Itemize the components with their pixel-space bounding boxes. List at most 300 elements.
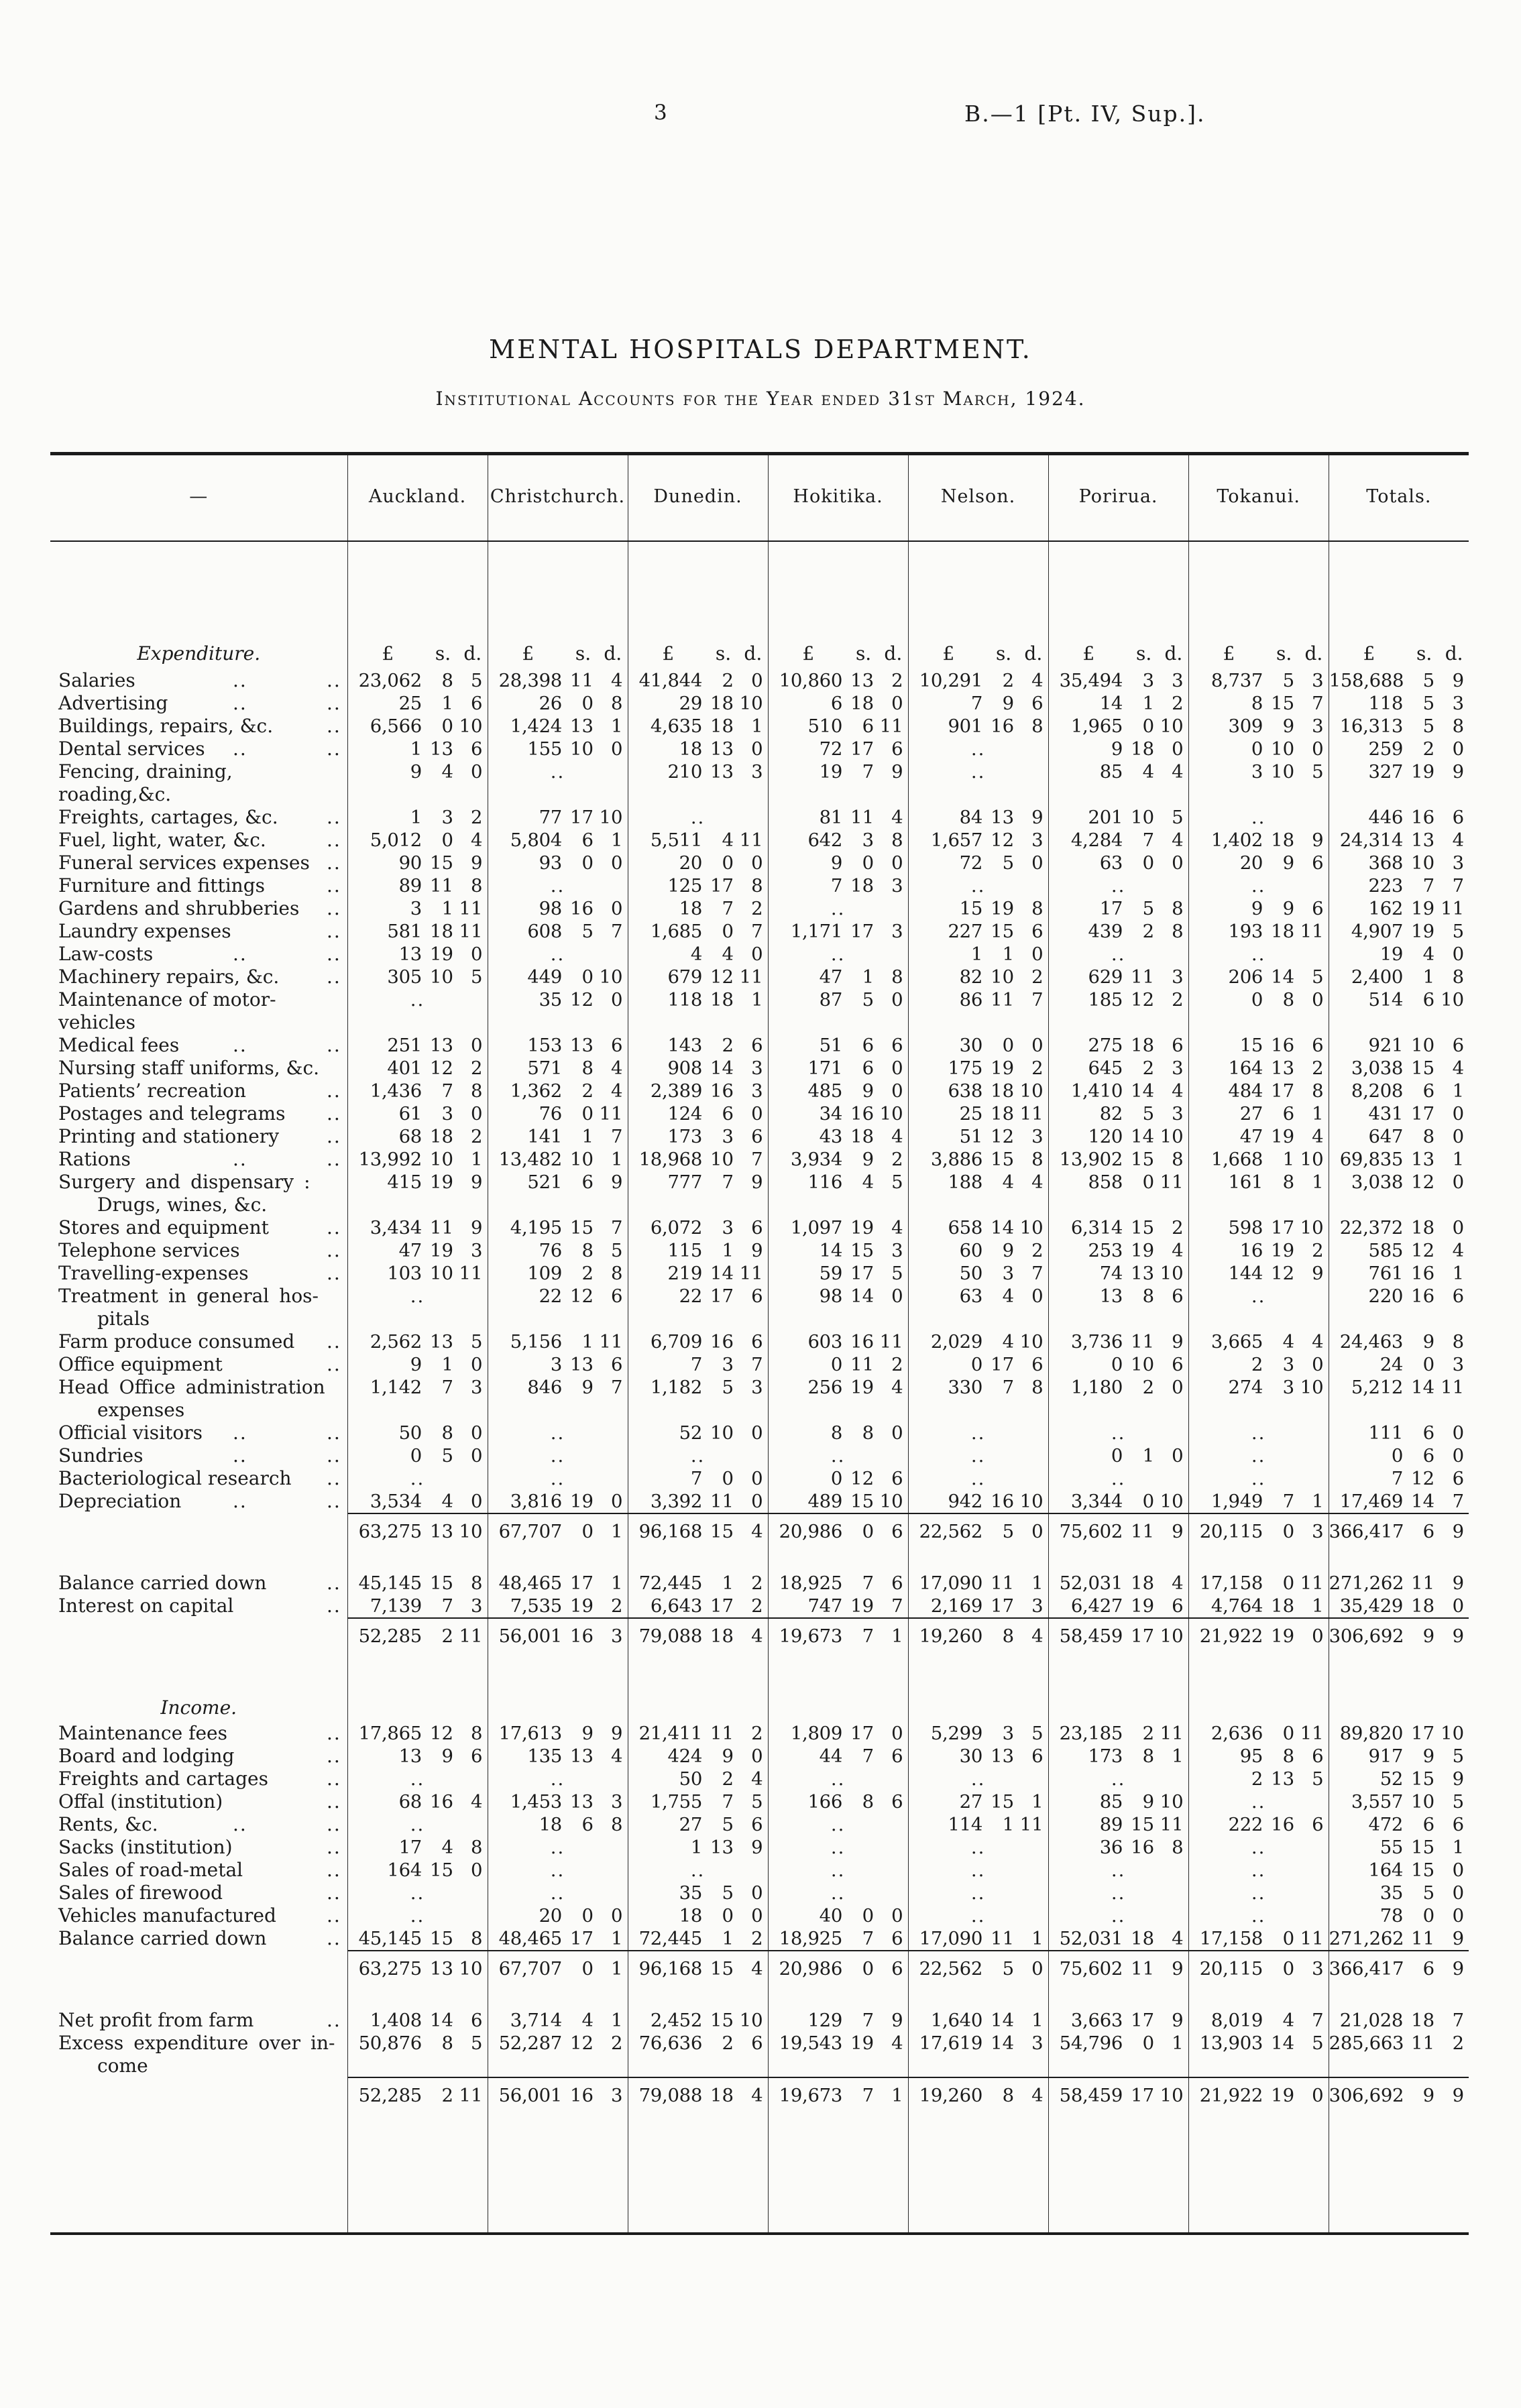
amount-cell: 1 xyxy=(1002,943,1015,965)
amount-cell: 4,907 xyxy=(1329,920,1409,943)
dot-leader: .. xyxy=(327,1216,341,1239)
amount-cell: 3,665 xyxy=(1188,1330,1269,1353)
amount-cell: 11 xyxy=(1441,898,1465,919)
amount-cell: 9 xyxy=(751,1171,763,1193)
amount-cell: 9 xyxy=(1439,1513,1469,1556)
amount-cell: 4 xyxy=(1031,670,1044,691)
total-row xyxy=(50,1618,1469,1660)
row-label xyxy=(50,1467,347,1490)
amount-cell: 0 xyxy=(1142,1171,1155,1193)
amount-cell: 0 xyxy=(1031,1035,1044,1056)
empty-cell: .. xyxy=(1188,1859,1329,1882)
table-row xyxy=(50,897,1469,920)
amount-cell: 10 xyxy=(1441,989,1465,1011)
amount-cell: 18 xyxy=(1271,1595,1295,1617)
dot-leader: .. xyxy=(327,943,341,965)
amount-cell: 7 xyxy=(848,1618,879,1660)
amount-cell: 9 xyxy=(1282,715,1295,737)
amount-cell: 0 xyxy=(768,1467,848,1490)
amount-cell: 50 xyxy=(908,1262,989,1285)
amount-cell: 9 xyxy=(471,1171,483,1193)
empty-cell: .. xyxy=(488,943,628,966)
amount-cell: 4 xyxy=(1452,829,1465,851)
amount-cell: 4 xyxy=(1019,1618,1048,1660)
dot-leader: .. xyxy=(327,1882,341,1904)
amount-cell: 0 xyxy=(1452,1103,1465,1125)
amount-cell: 6,427 xyxy=(1048,1595,1129,1618)
blank-cell xyxy=(488,1660,628,1676)
amount-cell: 0 xyxy=(611,898,623,919)
amount-cell: 0 xyxy=(768,1353,848,1376)
row-label xyxy=(50,1745,347,1768)
amount-cell: 10 xyxy=(1019,1491,1044,1512)
row-label-text: Farm produce consumed .. xyxy=(58,1330,341,1353)
amount-cell: 1 xyxy=(611,829,623,851)
currency-header: £ xyxy=(488,541,568,669)
amount-cell: 0 xyxy=(848,1513,879,1556)
amount-cell: 0 xyxy=(751,1745,763,1767)
amount-cell: 1 xyxy=(347,738,428,760)
blank-cell xyxy=(1329,2120,1469,2234)
dot-leader: .. xyxy=(327,1353,341,1375)
amount-cell: 5 xyxy=(471,966,483,988)
amount-cell: 0 xyxy=(891,1422,903,1444)
amount-cell: 4 xyxy=(441,761,453,783)
amount-cell: 4,195 xyxy=(488,1216,568,1239)
amount-cell: 6 xyxy=(1031,1745,1044,1767)
amount-cell: 13 xyxy=(570,1035,594,1056)
table-row xyxy=(50,1034,1469,1057)
amount-cell: 23,062 xyxy=(347,669,428,692)
table-row xyxy=(50,738,1469,760)
amount-cell: 16 xyxy=(850,1103,875,1125)
amount-cell: 1,453 xyxy=(488,1790,568,1813)
row-label xyxy=(50,1422,347,1444)
amount-cell: 11 xyxy=(879,1331,903,1353)
empty-cell: .. xyxy=(908,760,1048,806)
amount-cell: 603 xyxy=(768,1330,848,1353)
amount-cell: 6 xyxy=(1312,852,1324,874)
amount-cell: 16 xyxy=(710,1331,734,1353)
amount-cell: 0 xyxy=(611,738,623,760)
amount-cell: 1 xyxy=(1312,1171,1324,1193)
amount-cell: 18,925 xyxy=(768,1572,848,1595)
amount-cell: 431 xyxy=(1329,1102,1409,1125)
amount-cell: 85 xyxy=(1048,1790,1129,1813)
amount-cell: 8 xyxy=(471,1080,483,1102)
row-label xyxy=(50,806,347,829)
amount-cell: 81 xyxy=(768,806,848,829)
amount-cell: 0 xyxy=(891,693,903,714)
amount-cell: 0 xyxy=(891,1057,903,1079)
empty-cell: .. xyxy=(1188,1904,1329,1927)
blank-cell xyxy=(628,1556,768,1572)
amount-cell: 5 xyxy=(1422,693,1435,714)
amount-cell: 18 xyxy=(1411,1595,1435,1617)
empty-cell: .. xyxy=(908,738,1048,760)
amount-cell: 0 xyxy=(471,1445,483,1467)
amount-cell: 7 xyxy=(862,2010,875,2031)
amount-cell: 9 xyxy=(1159,1951,1188,1993)
amount-cell: 6 xyxy=(751,1035,763,1056)
amount-cell: 15 xyxy=(570,1217,594,1239)
amount-cell: 8 xyxy=(891,829,903,851)
blank-cell xyxy=(488,1676,628,1722)
amount-cell: 14 xyxy=(710,1263,734,1284)
amount-cell: 5 xyxy=(862,989,875,1011)
amount-cell: 3 xyxy=(1142,670,1155,691)
currency-header: £ xyxy=(1188,541,1269,669)
amount-cell: 35,429 xyxy=(1329,1595,1409,1618)
amount-cell: 34 xyxy=(768,1102,848,1125)
amount-cell: 223 xyxy=(1329,874,1409,897)
empty-cell: .. xyxy=(1188,943,1329,966)
amount-cell: 4 xyxy=(1002,1171,1015,1193)
currency-header: s. xyxy=(435,642,451,665)
amount-cell: 11 xyxy=(739,966,763,988)
amount-cell: 7 xyxy=(1002,1377,1015,1398)
corner-dash: — xyxy=(50,454,347,542)
amount-cell: 2 xyxy=(722,1035,734,1056)
empty-cell: .. xyxy=(1188,1285,1329,1330)
amount-cell: 19 xyxy=(1131,1240,1155,1261)
amount-cell: 72,445 xyxy=(628,1927,708,1951)
amount-cell: 0 xyxy=(1299,1618,1329,1660)
amount-cell: 3,663 xyxy=(1048,2009,1129,2032)
amount-cell: 11 xyxy=(458,1618,488,1660)
empty-cell: .. xyxy=(768,1859,908,1882)
amount-cell: 6 xyxy=(862,1057,875,1079)
row-label-text: Funeral services expenses .. xyxy=(58,852,341,874)
amount-cell: 10 xyxy=(1411,1791,1435,1813)
row-label xyxy=(50,1882,347,1904)
amount-cell: 11 xyxy=(1131,1331,1155,1353)
amount-cell: 4 xyxy=(1172,829,1184,851)
row-label-text: Treatment in general hos- xyxy=(58,1285,319,1307)
amount-cell: 9 xyxy=(1439,2077,1469,2120)
amount-cell: 12 xyxy=(1411,1240,1435,1261)
amount-cell: 16 xyxy=(850,1331,875,1353)
dot-leader: .. xyxy=(327,806,341,828)
amount-cell: 10 xyxy=(430,966,453,988)
amount-cell: 0 xyxy=(1142,715,1155,737)
amount-cell: 2 xyxy=(581,1080,594,1102)
amount-cell: 19 xyxy=(768,760,848,806)
amount-cell: 6 xyxy=(581,1171,594,1193)
amount-cell: 9 xyxy=(1439,1951,1469,1993)
amount-cell: 908 xyxy=(628,1057,708,1080)
table-row xyxy=(50,1080,1469,1102)
amount-cell: 9 xyxy=(347,1353,428,1376)
dot-leader: .. xyxy=(327,1595,341,1617)
amount-cell: 1 xyxy=(1452,1080,1465,1102)
amount-cell: 17 xyxy=(1131,2010,1155,2031)
amount-cell: 11 xyxy=(1160,1723,1184,1744)
amount-cell: 78 xyxy=(1329,1904,1409,1927)
amount-cell: 4 xyxy=(441,1491,453,1512)
amount-cell: 8 xyxy=(862,1422,875,1444)
amount-cell: 1,097 xyxy=(768,1216,848,1239)
table-row xyxy=(50,1057,1469,1080)
amount-cell: 7 xyxy=(1329,1467,1409,1490)
row-label xyxy=(50,1790,347,1813)
dot-leader: .. xyxy=(233,692,247,714)
dot-leader: .. xyxy=(327,738,341,760)
amount-cell: 401 xyxy=(347,1057,428,1080)
row-label xyxy=(50,1080,347,1102)
amount-cell: 20 xyxy=(1188,852,1269,874)
blank-cell xyxy=(908,1556,1048,1572)
amount-cell: 19 xyxy=(850,1377,875,1398)
row-label-text: Surgery and dispensary : xyxy=(58,1171,311,1193)
amount-cell: 13 xyxy=(428,1513,458,1556)
total-row xyxy=(50,2077,1469,2120)
amount-cell: 6 xyxy=(1452,1814,1465,1835)
amount-cell: 5 xyxy=(471,2032,483,2054)
amount-cell: 188 xyxy=(908,1171,989,1216)
amount-cell: 19,260 xyxy=(908,1618,989,1660)
amount-cell: 15 xyxy=(430,1572,453,1594)
dot-leader: .. xyxy=(233,943,247,965)
empty-cell: .. xyxy=(1188,806,1329,829)
amount-cell: 13 xyxy=(430,738,453,760)
amount-cell: 7 xyxy=(891,1595,903,1617)
row-label-text: Fuel, light, water, &c. .. xyxy=(58,829,341,851)
amount-cell: 52 xyxy=(1329,1768,1409,1790)
amount-cell: 8 xyxy=(1452,966,1465,988)
amount-cell: 7 xyxy=(1312,693,1324,714)
dot-leader: .. xyxy=(327,1444,341,1467)
amount-cell: 2 xyxy=(722,1768,734,1790)
amount-cell: 18 xyxy=(628,1904,708,1927)
amount-cell: 14 xyxy=(850,1285,875,1307)
amount-cell: 5 xyxy=(1422,1882,1435,1904)
blank-cell xyxy=(488,1556,628,1572)
amount-cell: 4 xyxy=(1312,1331,1324,1353)
row-label-text: Bacteriological research .. xyxy=(58,1467,341,1489)
amount-cell: 2 xyxy=(1172,693,1184,714)
amount-cell: 18 xyxy=(710,693,734,714)
amount-cell: 1,182 xyxy=(628,1376,708,1422)
amount-cell: 206 xyxy=(1188,966,1269,988)
table-row xyxy=(50,760,1469,806)
amount-cell: 6 xyxy=(471,693,483,714)
amount-cell: 11 xyxy=(1160,1814,1184,1835)
currency-header: s. xyxy=(855,642,872,665)
amount-cell: 3 xyxy=(1031,2032,1044,2054)
amount-cell: 111 xyxy=(1329,1422,1409,1444)
amount-cell: 18 xyxy=(1131,1035,1155,1056)
amount-cell: 581 xyxy=(347,920,428,943)
amount-cell: 17 xyxy=(710,875,734,897)
empty-cell: .. xyxy=(628,806,768,829)
empty-cell: .. xyxy=(1188,1444,1329,1467)
amount-cell: 5 xyxy=(1142,898,1155,919)
amount-cell: 13,482 xyxy=(488,1148,568,1171)
amount-cell: 4 xyxy=(1172,1928,1184,1949)
amount-cell: 18 xyxy=(710,989,734,1011)
amount-cell: 305 xyxy=(347,966,428,988)
row-label xyxy=(50,1444,347,1467)
amount-cell: 424 xyxy=(628,1745,708,1768)
row-label xyxy=(50,1057,347,1080)
amount-cell: 1 xyxy=(471,1149,483,1170)
amount-cell: 1 xyxy=(1142,693,1155,714)
row-label xyxy=(50,669,347,692)
table-row xyxy=(50,920,1469,943)
amount-cell: 6 xyxy=(1452,807,1465,828)
col-header-christchurch: Christchurch. xyxy=(488,454,628,542)
amount-cell: 4 xyxy=(1172,1572,1184,1594)
amount-cell: 0 xyxy=(862,852,875,874)
amount-cell: 7 xyxy=(441,1595,453,1617)
dot-leader: .. xyxy=(327,1467,341,1489)
amount-cell: 19 xyxy=(1411,921,1435,942)
currency-header: s. xyxy=(995,642,1012,665)
amount-cell: 28,398 xyxy=(488,669,568,692)
amount-cell: 3 xyxy=(1172,966,1184,988)
amount-cell: 3,434 xyxy=(347,1216,428,1239)
currency-header: d. xyxy=(1445,642,1463,665)
amount-cell: 10 xyxy=(1131,807,1155,828)
amount-cell: 15 xyxy=(908,897,989,920)
amount-cell: 210 xyxy=(628,760,708,806)
amount-cell: 9 xyxy=(1452,1572,1465,1594)
empty-cell: .. xyxy=(488,1859,628,1882)
amount-cell: 5 xyxy=(989,1513,1019,1556)
amount-cell: 22,562 xyxy=(908,1513,989,1556)
amount-cell: 1,657 xyxy=(908,829,989,852)
amount-cell: 0 xyxy=(1002,1035,1015,1056)
amount-cell: 47 xyxy=(347,1239,428,1262)
dot-leader: .. xyxy=(327,1148,341,1170)
amount-cell: 2 xyxy=(611,2032,623,2054)
amount-cell: 15 xyxy=(1188,1034,1269,1057)
amount-cell: 84 xyxy=(908,806,989,829)
amount-cell: 56,001 xyxy=(488,1618,568,1660)
empty-cell: .. xyxy=(1188,1882,1329,1904)
amount-cell: 0 xyxy=(1172,1445,1184,1467)
amount-cell: 13 xyxy=(570,1354,594,1375)
amount-cell: 18 xyxy=(1131,1928,1155,1949)
amount-cell: 271,262 xyxy=(1329,1927,1409,1951)
amount-cell: 3 xyxy=(488,1353,568,1376)
amount-cell: 2 xyxy=(891,1354,903,1375)
amount-cell: 35,494 xyxy=(1048,669,1129,692)
currency-header: d. xyxy=(744,642,763,665)
amount-cell: 4 xyxy=(1422,943,1435,965)
amount-cell: 27 xyxy=(1188,1102,1269,1125)
amount-cell: 3 xyxy=(751,1057,763,1079)
amount-cell: 0 xyxy=(1452,1126,1465,1147)
amount-cell: 116 xyxy=(768,1171,848,1216)
currency-header: d. xyxy=(463,642,482,665)
empty-cell: .. xyxy=(768,943,908,966)
amount-cell: 18 xyxy=(430,921,453,942)
amount-cell: 1 xyxy=(347,806,428,829)
amount-cell: 0 xyxy=(722,921,734,942)
amount-cell: 3 xyxy=(1452,1354,1465,1375)
amount-cell: 173 xyxy=(1048,1745,1129,1768)
empty-cell: .. xyxy=(488,1836,628,1859)
amount-cell: 8 xyxy=(611,1814,623,1835)
amount-cell: 8 xyxy=(1312,1080,1324,1102)
amount-cell: 9 xyxy=(1452,761,1465,783)
row-label-text: Head Office administration xyxy=(58,1376,325,1398)
amount-cell: 0 xyxy=(471,1859,483,1881)
amount-cell: 27 xyxy=(628,1813,708,1836)
dot-leader: .. xyxy=(327,1102,341,1125)
amount-cell: 3 xyxy=(347,897,428,920)
amount-cell: 14 xyxy=(768,1239,848,1262)
amount-cell: 144 xyxy=(1188,1262,1269,1285)
amount-cell: 6,566 xyxy=(347,715,428,738)
dot-leader: .. xyxy=(327,1572,341,1594)
amount-cell: 17,090 xyxy=(908,1572,989,1595)
amount-cell: 18 xyxy=(710,715,734,737)
amount-cell: 75,602 xyxy=(1048,1513,1129,1556)
empty-cell: .. xyxy=(488,760,628,806)
table-row xyxy=(50,1768,1469,1790)
row-label xyxy=(50,2009,347,2032)
empty-cell: .. xyxy=(908,1768,1048,1790)
row-label xyxy=(50,760,347,806)
row-label-text: Laundry expenses .. xyxy=(58,920,341,942)
amount-cell: 8 xyxy=(862,1791,875,1813)
amount-cell: 3 xyxy=(598,1618,628,1660)
amount-cell: 6 xyxy=(1422,1814,1435,1835)
blank-cell xyxy=(768,2120,908,2234)
amount-cell: 8 xyxy=(471,1723,483,1744)
amount-cell: 11 xyxy=(430,1217,453,1239)
empty-cell: .. xyxy=(1048,1422,1188,1444)
amount-cell: 921 xyxy=(1329,1034,1409,1057)
amount-cell: 2,389 xyxy=(628,1080,708,1102)
table-row xyxy=(50,1444,1469,1467)
amount-cell: 1,362 xyxy=(488,1080,568,1102)
amount-cell: 1 xyxy=(908,943,989,966)
amount-cell: 9 xyxy=(581,1723,594,1744)
amount-cell: 1 xyxy=(1452,1263,1465,1284)
amount-cell: 21,922 xyxy=(1188,2077,1269,2120)
amount-cell: 0 xyxy=(347,1444,428,1467)
amount-cell: 17,619 xyxy=(908,2032,989,2077)
amount-cell: 12 xyxy=(430,1723,453,1744)
amount-cell: 89,820 xyxy=(1329,1722,1409,1745)
amount-cell: 9 xyxy=(1439,1618,1469,1660)
amount-cell: 13 xyxy=(428,1951,458,1993)
amount-cell: 1,408 xyxy=(347,2009,428,2032)
empty-cell: .. xyxy=(347,1285,488,1330)
amount-cell: 256 xyxy=(768,1376,848,1422)
amount-cell: 219 xyxy=(628,1262,708,1285)
table-row xyxy=(50,1836,1469,1859)
amount-cell: 1 xyxy=(441,898,453,919)
empty-cell: .. xyxy=(488,1444,628,1467)
amount-cell: 6 xyxy=(1312,1814,1324,1835)
amount-cell: 7 xyxy=(441,1377,453,1398)
amount-cell: 8 xyxy=(1422,1126,1435,1147)
amount-cell: 1 xyxy=(611,2010,623,2031)
amount-cell: 0 xyxy=(1452,1217,1465,1239)
amount-cell: 0 xyxy=(1312,738,1324,760)
empty-cell: .. xyxy=(1188,1790,1329,1813)
amount-cell: 1 xyxy=(879,2077,908,2120)
amount-cell: 51 xyxy=(908,1125,989,1148)
amount-cell: 0 xyxy=(1142,1491,1155,1512)
amount-cell: 11 xyxy=(739,1263,763,1284)
currency-header: £ xyxy=(347,541,428,669)
